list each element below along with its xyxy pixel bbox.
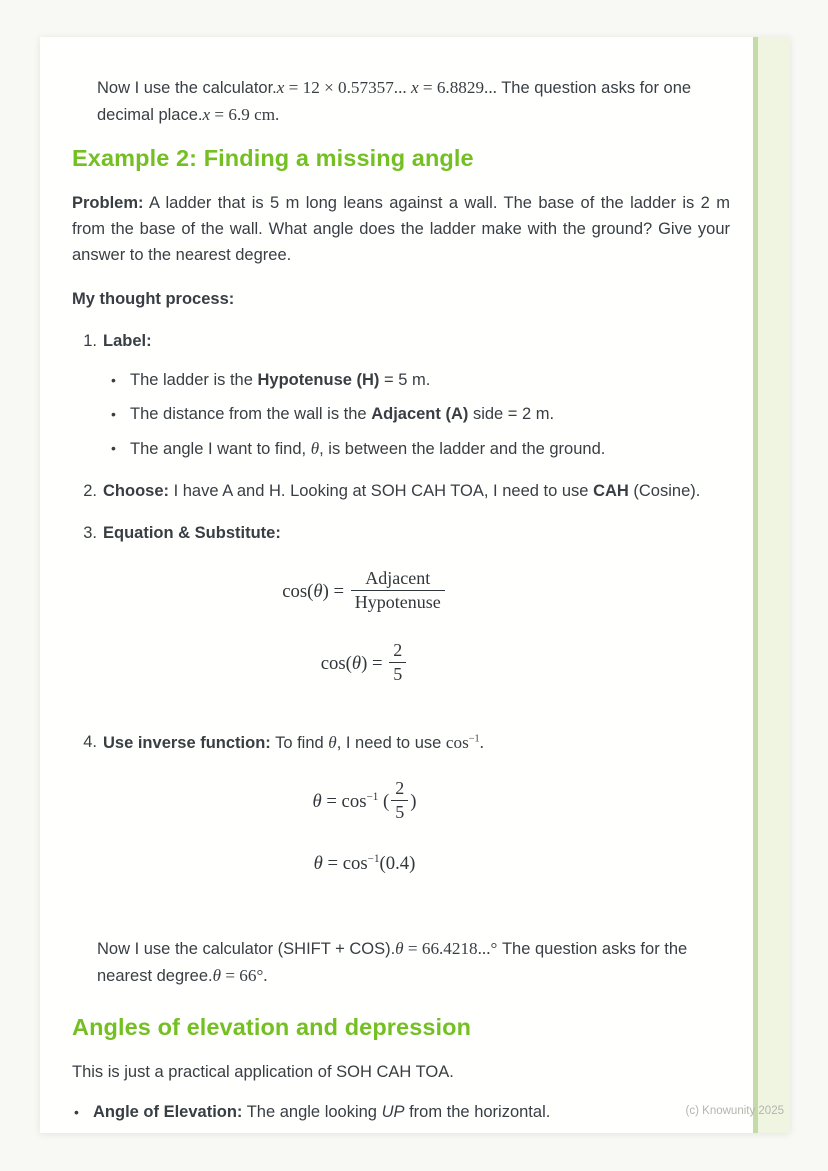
text-segment: θ	[328, 733, 337, 753]
text-segment: I have A and H. Looking at SOH CAH TOA, I need to use	[169, 482, 594, 501]
formula-theta-inverse-decimal	[58, 852, 671, 875]
fraction: $\frac{\text{Adjacent}}{\text{Hypotenuse}}$	[351, 568, 445, 613]
text-segment: Adjacent (A)	[371, 404, 469, 423]
text-segment: θ	[395, 939, 404, 959]
list-item-choose	[82, 478, 730, 504]
label-bullet-list	[111, 367, 716, 462]
bullet-marker: •	[74, 1103, 79, 1120]
elevation-bullet-item	[74, 1099, 730, 1125]
text-segment: CAH	[593, 482, 629, 501]
fraction: $\frac{2}{5}$	[391, 778, 408, 823]
text-segment: = cos	[321, 791, 367, 813]
text-segment: x	[410, 78, 419, 97]
list-item-body	[103, 520, 730, 713]
text-segment: This is just a practical application of SOH CAH TOA.	[72, 1062, 454, 1081]
formula-theta-inverse-fraction	[58, 780, 671, 825]
list-item	[111, 401, 716, 427]
problem-paragraph	[72, 190, 730, 268]
step-text	[103, 729, 716, 756]
text-segment: (Cosine).	[628, 482, 701, 501]
thought-process-list	[82, 328, 730, 901]
list-number: 2.	[83, 482, 97, 501]
list-item-label	[82, 328, 730, 462]
text-segment: θ	[212, 966, 222, 986]
text-segment: −1	[366, 791, 379, 804]
step-text	[103, 478, 716, 504]
text-segment: The angle I want to find,	[130, 440, 311, 458]
section-heading-angles: Angles of elevation and depression	[72, 1014, 472, 1041]
text-segment: , I need to use	[336, 734, 446, 753]
elevation-bullet-text	[93, 1099, 730, 1125]
bullet-text	[130, 435, 716, 462]
text-segment: UP	[381, 1102, 405, 1121]
text-segment: from the horizontal.	[404, 1102, 551, 1121]
bullet-text	[130, 401, 716, 427]
calculator-result-paragraph	[97, 74, 730, 128]
bullet-text	[130, 367, 716, 393]
list-item	[111, 367, 716, 393]
text-segment: x	[202, 105, 211, 125]
text-segment: Use inverse function:	[103, 734, 271, 753]
step-text	[103, 328, 716, 354]
text-segment: , is between the ladder and the ground.	[319, 440, 606, 458]
text-segment: θ	[312, 791, 322, 813]
text-segment: side = 2 m.	[468, 404, 555, 423]
text-segment: cos(	[320, 652, 352, 674]
text-segment: x	[276, 78, 285, 97]
list-number: 1.	[83, 331, 97, 350]
calculator-angle-paragraph	[97, 935, 730, 989]
text-segment: (0.4)	[379, 852, 416, 874]
text-segment: θ	[351, 652, 362, 674]
list-item-body	[103, 729, 730, 901]
text-segment: ) =	[322, 581, 349, 603]
text-segment: )	[410, 791, 417, 813]
list-number: 4.	[83, 733, 97, 752]
thought-process-label	[72, 286, 730, 312]
text-segment: = 66.4218...°	[403, 939, 498, 959]
step-text	[103, 520, 716, 546]
text-segment: θ	[310, 439, 320, 458]
text-segment: Now I use the calculator.	[97, 79, 277, 97]
section-heading-example-2: Example 2: Finding a missing angle	[72, 145, 474, 172]
list-number: 3.	[83, 524, 97, 543]
text-segment: The question asks for the nearest degree.	[97, 940, 688, 986]
text-segment: The question asks for one decimal place.	[97, 79, 692, 125]
text-segment: = 12 × 0.57357...	[284, 78, 411, 97]
watermark: (c) Knowunity 2025	[685, 1105, 784, 1117]
text-segment: Hypotenuse (H)	[257, 370, 380, 389]
document-page	[40, 37, 790, 1133]
text-segment: The ladder is the	[130, 370, 258, 389]
text-segment: cos	[445, 733, 469, 753]
text-segment: = 5 m.	[379, 370, 431, 389]
text-segment: The angle looking	[242, 1102, 382, 1121]
text-segment: .	[479, 733, 484, 753]
document-content	[40, 37, 790, 1125]
text-segment: To find	[270, 734, 329, 753]
formula-cos-adjacent-hypotenuse	[58, 570, 671, 615]
list-item-equation	[82, 520, 730, 713]
text-segment: −1	[468, 733, 480, 745]
application-paragraph	[72, 1059, 730, 1085]
text-segment: θ	[313, 581, 323, 603]
text-segment: Choose:	[103, 482, 169, 501]
text-segment: A ladder that is 5 m long leans against a wall. The base of the ladder is 2 m from the base of the wall. What angle does the ladder make with the ground? Give your answer to the nearest degree.	[72, 193, 730, 264]
text-segment: Equation & Substitute:	[103, 524, 281, 543]
text-segment: cos(	[282, 581, 314, 603]
text-segment: ) =	[361, 652, 388, 674]
fraction: $\frac{2}{5}$	[389, 640, 406, 685]
text-segment: = 6.8829...	[418, 78, 497, 97]
formula-cos-two-fifths	[58, 639, 671, 687]
bullet-marker: •	[111, 371, 116, 388]
text-segment: = 66°.	[221, 966, 268, 986]
list-item-body	[103, 478, 730, 504]
text-segment: θ	[313, 852, 323, 874]
bullet-marker: •	[111, 405, 116, 422]
text-segment: = cos	[322, 852, 368, 874]
text-segment: Problem:	[72, 193, 144, 212]
text-segment: The distance from the wall is the	[130, 404, 372, 423]
text-segment: −1	[367, 852, 380, 865]
text-segment: = 6.9 cm.	[210, 105, 280, 125]
bullet-marker: •	[111, 440, 116, 456]
text-segment: (	[378, 791, 390, 813]
text-segment: Now I use the calculator (SHIFT + COS).	[97, 940, 396, 959]
text-segment: My thought process:	[72, 289, 235, 308]
list-item-inverse-function	[82, 729, 730, 901]
text-segment: Label:	[103, 331, 152, 350]
text-segment: Angle of Elevation:	[93, 1102, 243, 1121]
list-item-body	[103, 328, 730, 462]
list-item	[111, 435, 716, 462]
